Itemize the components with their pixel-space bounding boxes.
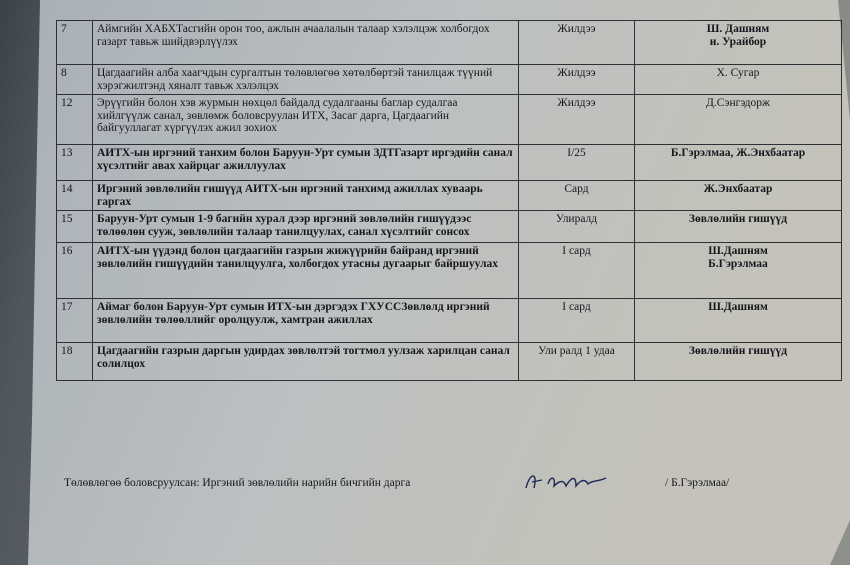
table-row xyxy=(57,95,842,145)
responsible-cell: Д.Сэнгэдорж xyxy=(635,95,842,145)
row-number: 13 xyxy=(57,145,93,181)
task-text: АИТХ-ын иргэний танхим болон Баруун-Урт сумын ЗДТГазарт иргэдийн санал хүсэлтийг авах хайрцаг ажиллуулах xyxy=(93,145,519,181)
responsible-cell: Ж.Энхбаатар xyxy=(635,181,842,211)
task-text: Эрүүгийн болон хэв журмын нөхцөл байдалд судалгааны баглар судалгаа хийлгүүлж санал, зөвлөмж боловсруулан ИТХ, Засаг дарга, Цагдаагийн байгууллагат хүргүүлэх ажил зохиох xyxy=(93,95,519,145)
table-row xyxy=(57,21,842,65)
task-text: АИТХ-ын үүдэнд болон цагдаагийн газрын жижүүрийн байранд иргэний зөвлөлийн гишүүдийн танилцуулга, холбогдох утасны дугаарыг байршуулах xyxy=(93,243,519,299)
row-number: 14 xyxy=(57,181,93,211)
task-text: Аймаг болон Баруун-Урт сумын ИТХ-ын дэргэдэх ГХУССЗөвлөлд иргэний зөвлөлийн төлөөллийг оролцуулж, хамтран ажиллах xyxy=(93,299,519,343)
responsible-cell: Б.Гэрэлмаа, Ж.Энхбаатар xyxy=(635,145,842,181)
period-cell: Улиралд xyxy=(519,211,635,243)
responsible-cell: Х. Сугар xyxy=(635,65,842,95)
task-text: Аймгийн ХАБХТасгийн орон тоо, ажлын ачаалалын талаар хэлэлцэж холбогдох газарт тавьж шийдвэрлүүлэх xyxy=(93,21,519,65)
table-row xyxy=(57,299,842,343)
row-number: 15 xyxy=(57,211,93,243)
responsible-cell: Ш.Дашням Б.Гэрэлмаа xyxy=(635,243,842,299)
period-cell: Жилдээ xyxy=(519,21,635,65)
table-row xyxy=(57,145,842,181)
responsible-cell: Ш.Дашням xyxy=(635,299,842,343)
task-text: Баруун-Урт сумын 1-9 багийн хурал дээр иргэний зөвлөлийн гишүүдээс төлөөлөн сууж, зөвлөлийн талаар танилцуулах, санал хүсэлтийг сонсох xyxy=(93,211,519,243)
row-number: 12 xyxy=(57,95,93,145)
table-row xyxy=(57,243,842,299)
table-row xyxy=(57,343,842,381)
plan-table xyxy=(56,20,842,381)
row-number: 8 xyxy=(57,65,93,95)
responsible-cell: Зөвлөлийн гишүүд xyxy=(635,211,842,243)
period-cell: I сард xyxy=(519,243,635,299)
period-cell: Ули ралд 1 удаа xyxy=(519,343,635,381)
period-cell: Сард xyxy=(519,181,635,211)
signer-name: / Б.Гэрэлмаа/ xyxy=(665,477,730,489)
responsible-cell: Ш. Дашням и. Урайбор xyxy=(635,21,842,65)
table-row xyxy=(57,211,842,243)
responsible-cell: Зөвлөлийн гишүүд xyxy=(635,343,842,381)
period-cell: Жилдээ xyxy=(519,65,635,95)
task-text: Иргэний зөвлөлийн гишүүд АИТХ-ын иргэний танхимд ажиллах хуваарь гаргах xyxy=(93,181,519,211)
signature-image xyxy=(520,466,610,496)
task-text: Цагдаагийн алба хаагчдын сургалтын төлөвлөгөө хөтөлбөртэй танилцаж түүний хэрэгжилтэнд хяналт тавьж хэлэлцэх xyxy=(93,65,519,95)
period-cell: I/25 xyxy=(519,145,635,181)
task-text: Цагдаагийн газрын даргын удирдах зөвлөлтэй тогтмол уулзаж харилцан санал солилцох xyxy=(93,343,519,381)
period-cell: I сард xyxy=(519,299,635,343)
row-number: 7 xyxy=(57,21,93,65)
period-cell: Жилдээ xyxy=(519,95,635,145)
table-row xyxy=(57,181,842,211)
prepared-by-line: Төлөвлөгөө боловсруулсан: Иргэний зөвлөлийн нарийн бичгийн дарга xyxy=(64,477,411,489)
row-number: 16 xyxy=(57,243,93,299)
row-number: 17 xyxy=(57,299,93,343)
row-number: 18 xyxy=(57,343,93,381)
table-row xyxy=(57,65,842,95)
